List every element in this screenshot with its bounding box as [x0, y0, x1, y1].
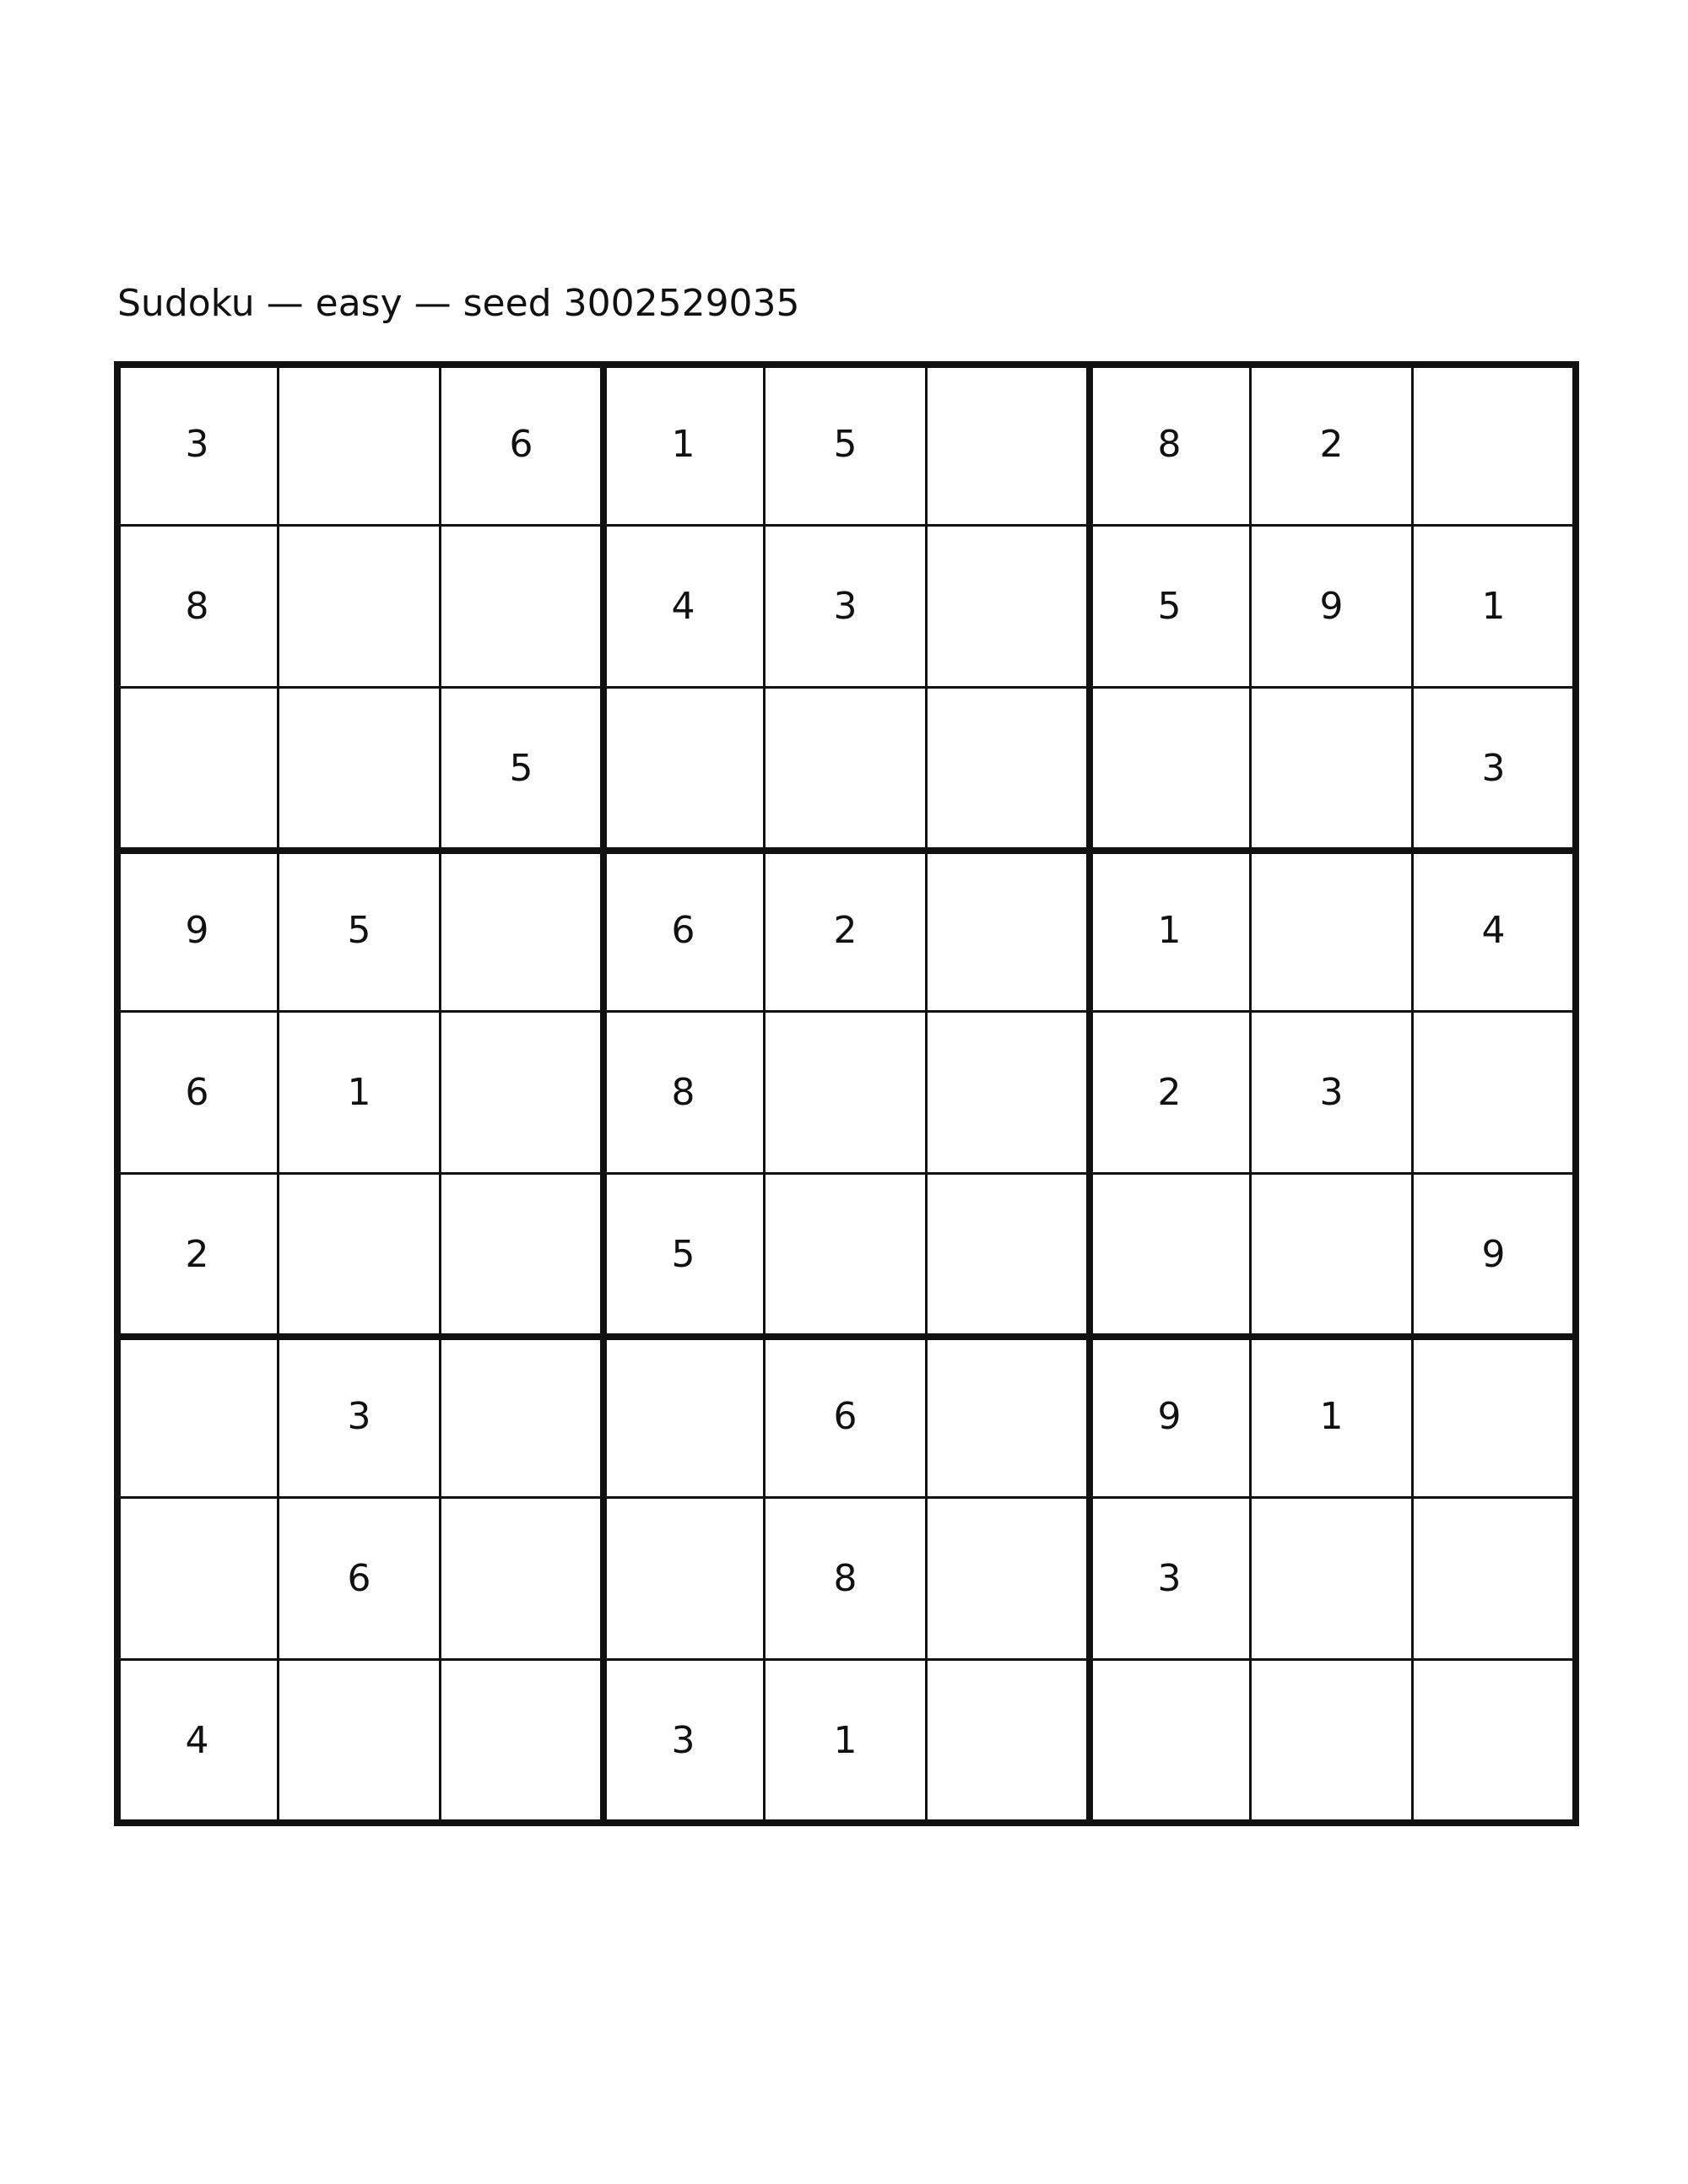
- sudoku-cell-r6c4[interactable]: [603, 1175, 766, 1337]
- sudoku-cell-r5c3[interactable]: [441, 1013, 603, 1175]
- sudoku-cell-r3c1[interactable]: [117, 689, 279, 851]
- sudoku-cell-r8c5[interactable]: [766, 1499, 928, 1661]
- sudoku-cell-r3c5[interactable]: [766, 689, 928, 851]
- sudoku-cell-r5c5[interactable]: [766, 1013, 928, 1175]
- cell-digit: 2: [833, 909, 858, 952]
- sudoku-cell-r3c6[interactable]: [928, 689, 1090, 851]
- sudoku-cell-r7c9[interactable]: [1414, 1337, 1576, 1499]
- sudoku-cell-r2c4[interactable]: [603, 527, 766, 689]
- board-border-left: [114, 361, 121, 1826]
- sudoku-cell-r3c8[interactable]: [1252, 689, 1414, 851]
- sudoku-cell-r1c5[interactable]: [766, 365, 928, 527]
- cell-digit: 3: [1319, 1071, 1344, 1114]
- box-divider-horizontal-1: [114, 847, 1579, 854]
- cell-digit: 1: [1319, 1395, 1344, 1438]
- sudoku-cell-r8c1[interactable]: [117, 1499, 279, 1661]
- cell-digit: 6: [671, 909, 695, 952]
- sudoku-cell-r7c6[interactable]: [928, 1337, 1090, 1499]
- sudoku-cell-r2c9[interactable]: [1414, 527, 1576, 689]
- sudoku-cell-r7c3[interactable]: [441, 1337, 603, 1499]
- box-divider-vertical-1: [600, 361, 607, 1826]
- sudoku-cell-r2c7[interactable]: [1090, 527, 1252, 689]
- sudoku-cell-r1c3[interactable]: [441, 365, 603, 527]
- sudoku-cell-r1c8[interactable]: [1252, 365, 1414, 527]
- cell-digit: 6: [509, 423, 533, 466]
- cell-digit: 6: [347, 1557, 371, 1600]
- sudoku-cell-r7c7[interactable]: [1090, 1337, 1252, 1499]
- cell-digit: 3: [1481, 747, 1506, 790]
- sudoku-cell-r6c1[interactable]: [117, 1175, 279, 1337]
- cell-digit: 5: [671, 1233, 695, 1276]
- sudoku-cell-r5c8[interactable]: [1252, 1013, 1414, 1175]
- sudoku-cell-r2c1[interactable]: [117, 527, 279, 689]
- sudoku-cell-r9c5[interactable]: [766, 1661, 928, 1823]
- cell-digit: 4: [671, 585, 695, 628]
- sudoku-cell-r6c2[interactable]: [279, 1175, 441, 1337]
- sudoku-cell-r7c1[interactable]: [117, 1337, 279, 1499]
- cell-digit: 9: [1319, 585, 1344, 628]
- cell-digit: 3: [347, 1395, 371, 1438]
- puzzle-title: Sudoku — easy — seed 3002529035: [117, 282, 800, 325]
- sudoku-cell-r9c2[interactable]: [279, 1661, 441, 1823]
- sudoku-cell-r1c1[interactable]: [117, 365, 279, 527]
- sudoku-cell-r6c3[interactable]: [441, 1175, 603, 1337]
- sudoku-cell-r9c9[interactable]: [1414, 1661, 1576, 1823]
- sudoku-cell-r9c4[interactable]: [603, 1661, 766, 1823]
- sudoku-cell-r2c3[interactable]: [441, 527, 603, 689]
- cell-digit: 1: [1481, 585, 1506, 628]
- sudoku-cell-r4c7[interactable]: [1090, 851, 1252, 1013]
- board-border-bottom: [114, 1819, 1579, 1826]
- sudoku-cell-r9c3[interactable]: [441, 1661, 603, 1823]
- cell-digit: 9: [1157, 1395, 1182, 1438]
- cell-digit: 1: [671, 423, 695, 466]
- cell-digit: 2: [1157, 1071, 1182, 1114]
- sudoku-cell-r4c8[interactable]: [1252, 851, 1414, 1013]
- sudoku-cell-r3c7[interactable]: [1090, 689, 1252, 851]
- cell-digit: 8: [185, 585, 209, 628]
- sudoku-cell-r8c8[interactable]: [1252, 1499, 1414, 1661]
- cell-digit: 5: [347, 909, 371, 952]
- sudoku-cell-r8c7[interactable]: [1090, 1499, 1252, 1661]
- sudoku-cell-r5c1[interactable]: [117, 1013, 279, 1175]
- sudoku-cell-r7c2[interactable]: [279, 1337, 441, 1499]
- cell-digit: 8: [671, 1071, 695, 1114]
- sudoku-cell-r5c2[interactable]: [279, 1013, 441, 1175]
- sudoku-cell-r7c8[interactable]: [1252, 1337, 1414, 1499]
- sudoku-cell-r2c5[interactable]: [766, 527, 928, 689]
- sudoku-cell-r4c2[interactable]: [279, 851, 441, 1013]
- sudoku-cell-r3c4[interactable]: [603, 689, 766, 851]
- sudoku-cell-r1c7[interactable]: [1090, 365, 1252, 527]
- cell-digit: 3: [833, 585, 858, 628]
- cell-digit: 5: [1157, 585, 1182, 628]
- sudoku-cell-r2c2[interactable]: [279, 527, 441, 689]
- sudoku-cell-r8c6[interactable]: [928, 1499, 1090, 1661]
- cell-digit: 2: [1319, 423, 1344, 466]
- sudoku-cell-r2c6[interactable]: [928, 527, 1090, 689]
- sudoku-cell-r2c8[interactable]: [1252, 527, 1414, 689]
- sudoku-cell-r1c2[interactable]: [279, 365, 441, 527]
- cell-digit: 1: [347, 1071, 371, 1114]
- sudoku-cell-r1c9[interactable]: [1414, 365, 1576, 527]
- cell-digit: 9: [185, 909, 209, 952]
- cell-digit: 3: [671, 1719, 695, 1762]
- box-divider-horizontal-2: [114, 1333, 1579, 1340]
- sudoku-cell-r5c4[interactable]: [603, 1013, 766, 1175]
- sudoku-cell-r6c5[interactable]: [766, 1175, 928, 1337]
- sudoku-cell-r4c1[interactable]: [117, 851, 279, 1013]
- sudoku-cell-r4c5[interactable]: [766, 851, 928, 1013]
- cell-digit: 2: [185, 1233, 209, 1276]
- cell-digit: 8: [1157, 423, 1182, 466]
- cell-digit: 5: [833, 423, 858, 466]
- sudoku-grid: [117, 365, 1576, 1823]
- board-border-right: [1572, 361, 1579, 1826]
- sudoku-cell-r4c9[interactable]: [1414, 851, 1576, 1013]
- sudoku-cell-r5c9[interactable]: [1414, 1013, 1576, 1175]
- board-border-top: [114, 361, 1579, 368]
- sudoku-cell-r8c4[interactable]: [603, 1499, 766, 1661]
- cell-digit: 1: [1157, 909, 1182, 952]
- sudoku-cell-r5c6[interactable]: [928, 1013, 1090, 1175]
- sudoku-cell-r9c1[interactable]: [117, 1661, 279, 1823]
- cell-digit: 5: [509, 747, 533, 790]
- sudoku-cell-r8c9[interactable]: [1414, 1499, 1576, 1661]
- sudoku-cell-r4c6[interactable]: [928, 851, 1090, 1013]
- sudoku-cell-r9c8[interactable]: [1252, 1661, 1414, 1823]
- sudoku-cell-r9c7[interactable]: [1090, 1661, 1252, 1823]
- sudoku-cell-r6c7[interactable]: [1090, 1175, 1252, 1337]
- cell-digit: 4: [1481, 909, 1506, 952]
- cell-digit: 8: [833, 1557, 858, 1600]
- cell-digit: 6: [833, 1395, 858, 1438]
- cell-digit: 1: [833, 1719, 858, 1762]
- cell-digit: 6: [185, 1071, 209, 1114]
- sudoku-cell-r3c9[interactable]: [1414, 689, 1576, 851]
- sudoku-cell-r3c2[interactable]: [279, 689, 441, 851]
- sudoku-cell-r8c2[interactable]: [279, 1499, 441, 1661]
- sudoku-cell-r4c4[interactable]: [603, 851, 766, 1013]
- sudoku-cell-r1c4[interactable]: [603, 365, 766, 527]
- sudoku-cell-r1c6[interactable]: [928, 365, 1090, 527]
- sudoku-cell-r7c5[interactable]: [766, 1337, 928, 1499]
- cell-digit: 4: [185, 1719, 209, 1762]
- sudoku-cell-r4c3[interactable]: [441, 851, 603, 1013]
- sudoku-cell-r6c6[interactable]: [928, 1175, 1090, 1337]
- sudoku-cell-r8c3[interactable]: [441, 1499, 603, 1661]
- box-divider-vertical-2: [1086, 361, 1093, 1826]
- sudoku-cell-r6c9[interactable]: [1414, 1175, 1576, 1337]
- cell-digit: 3: [1157, 1557, 1182, 1600]
- cell-digit: 9: [1481, 1233, 1506, 1276]
- sudoku-board: [117, 365, 1576, 1823]
- sudoku-cell-r3c3[interactable]: [441, 689, 603, 851]
- sudoku-cell-r5c7[interactable]: [1090, 1013, 1252, 1175]
- sudoku-cell-r7c4[interactable]: [603, 1337, 766, 1499]
- sudoku-cell-r6c8[interactable]: [1252, 1175, 1414, 1337]
- sudoku-cell-r9c6[interactable]: [928, 1661, 1090, 1823]
- cell-digit: 3: [185, 423, 209, 466]
